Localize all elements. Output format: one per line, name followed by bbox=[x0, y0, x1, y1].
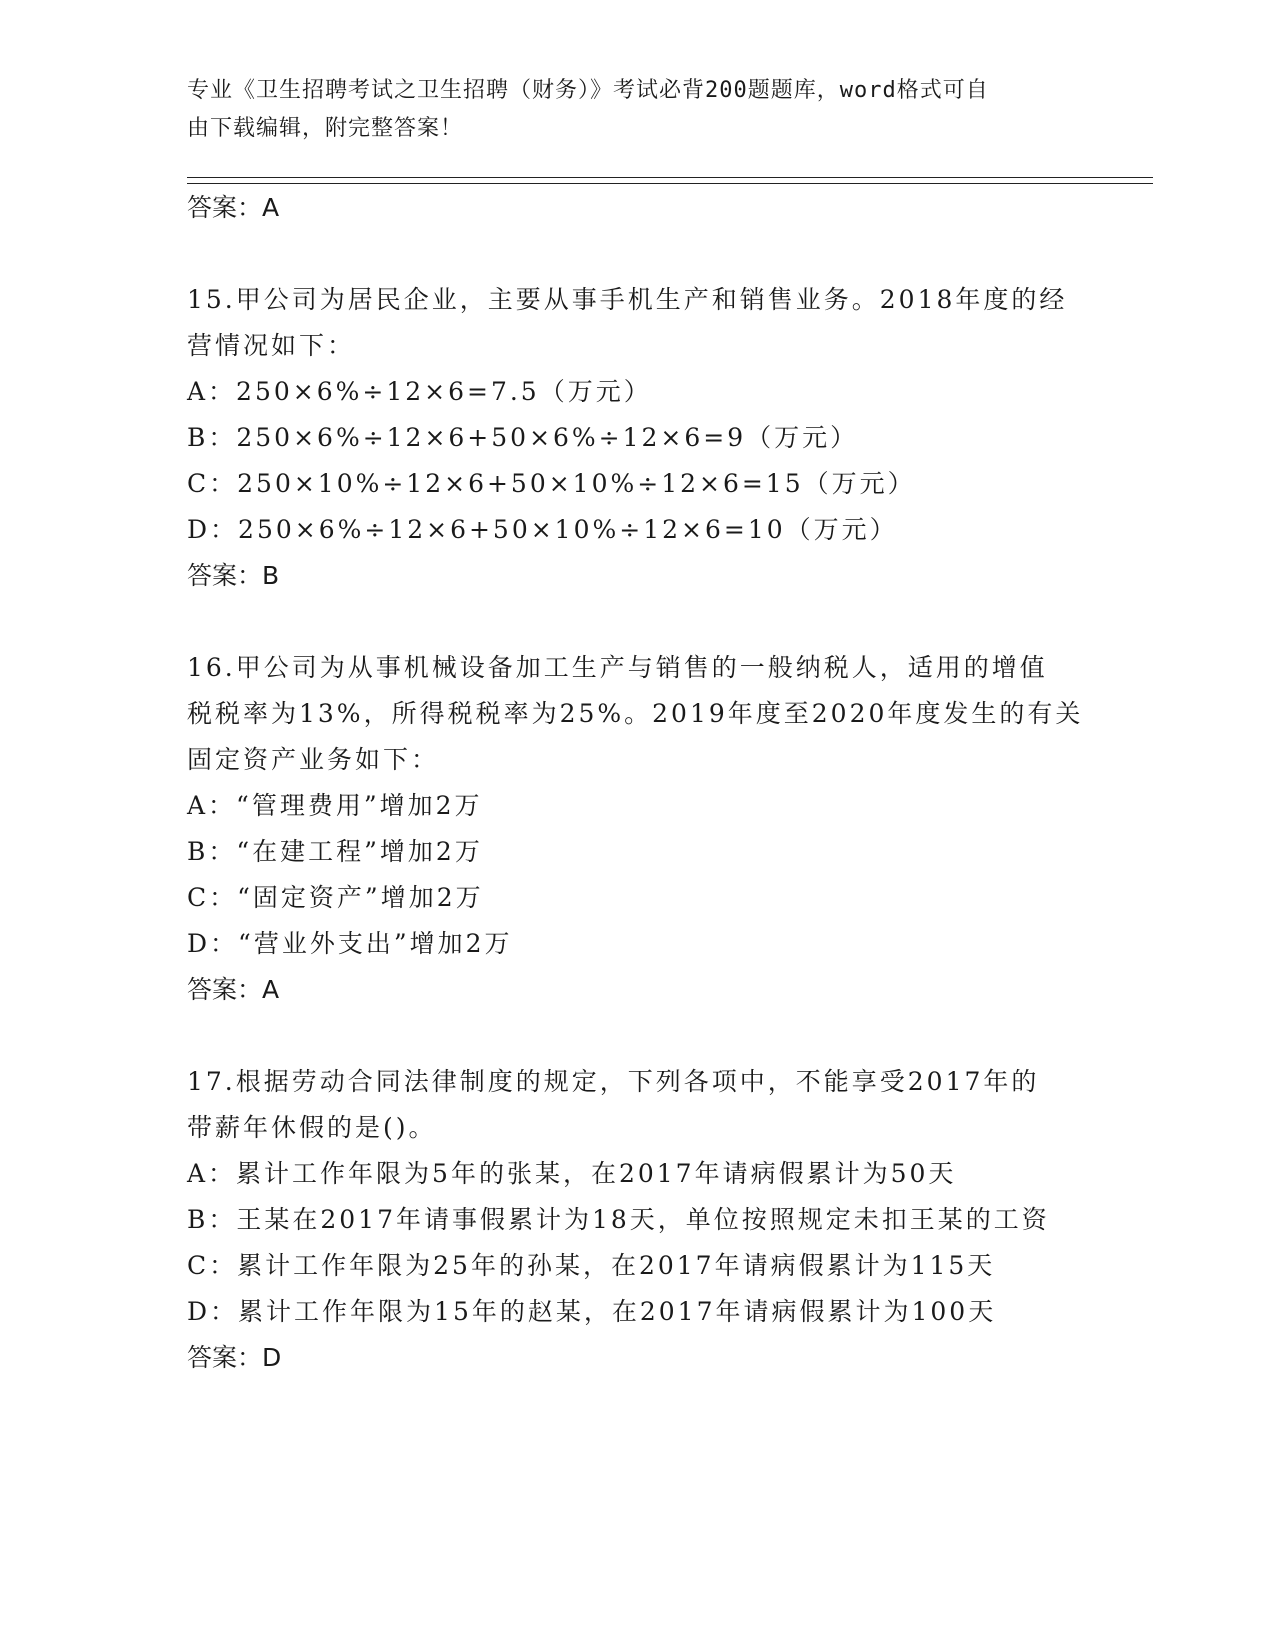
question-text-line: 15.甲公司为居民企业，主要从事手机生产和销售业务。2018年度的经 bbox=[187, 285, 1068, 314]
question-text-line: 16.甲公司为从事机械设备加工生产与销售的一般纳税人，适用的增值 bbox=[187, 653, 1048, 682]
option-c: C：250×10%÷12×6+50×10%÷12×6=15（万元） bbox=[187, 469, 916, 498]
question-16 bbox=[187, 645, 1087, 1013]
option-b: B：250×6%÷12×6+50×6%÷12×6=9（万元） bbox=[187, 423, 859, 452]
answer: 答案：B bbox=[187, 561, 280, 590]
option-c: C：“固定资产”增加2万 bbox=[187, 883, 484, 912]
option-a: A：累计工作年限为5年的张某，在2017年请病假累计为50天 bbox=[187, 1159, 957, 1188]
header-line-1: 专业《卫生招聘考试之卫生招聘（财务）》考试必背200题题库，word格式可自 bbox=[187, 78, 989, 103]
question-text-line: 固定资产业务如下： bbox=[187, 745, 440, 774]
option-a: A：“管理费用”增加2万 bbox=[187, 791, 483, 820]
question-text-line: 带薪年休假的是()。 bbox=[187, 1113, 437, 1142]
header-line-2: 由下载编辑，附完整答案！ bbox=[187, 116, 464, 141]
answer: 答案：D bbox=[187, 1343, 282, 1372]
option-d: D：累计工作年限为15年的赵某，在2017年请病假累计为100天 bbox=[187, 1297, 997, 1326]
option-c: C：累计工作年限为25年的孙某，在2017年请病假累计为115天 bbox=[187, 1251, 996, 1280]
answer: 答案：A bbox=[187, 975, 280, 1004]
option-d: D：250×6%÷12×6+50×10%÷12×6=10（万元） bbox=[187, 515, 898, 544]
option-a: A：250×6%÷12×6=7.5（万元） bbox=[187, 377, 652, 406]
document-header bbox=[187, 72, 1067, 148]
question-text-line: 17.根据劳动合同法律制度的规定，下列各项中，不能享受2017年的 bbox=[187, 1067, 1040, 1096]
previous-answer: 答案：A bbox=[187, 193, 280, 222]
option-b: B：“在建工程”增加2万 bbox=[187, 837, 483, 866]
header-rule-top bbox=[187, 177, 1153, 178]
option-d: D：“营业外支出”增加2万 bbox=[187, 929, 513, 958]
question-text-line: 税税率为13%，所得税税率为25%。2019年度至2020年度发生的有关 bbox=[187, 699, 1084, 728]
header-rule-bottom bbox=[187, 183, 1153, 184]
question-text-line: 营情况如下： bbox=[187, 331, 356, 360]
option-b: B：王某在2017年请事假累计为18天，单位按照规定未扣王某的工资 bbox=[187, 1205, 1050, 1234]
question-17 bbox=[187, 1059, 1087, 1381]
question-content bbox=[187, 185, 1087, 1381]
question-15 bbox=[187, 277, 1087, 599]
